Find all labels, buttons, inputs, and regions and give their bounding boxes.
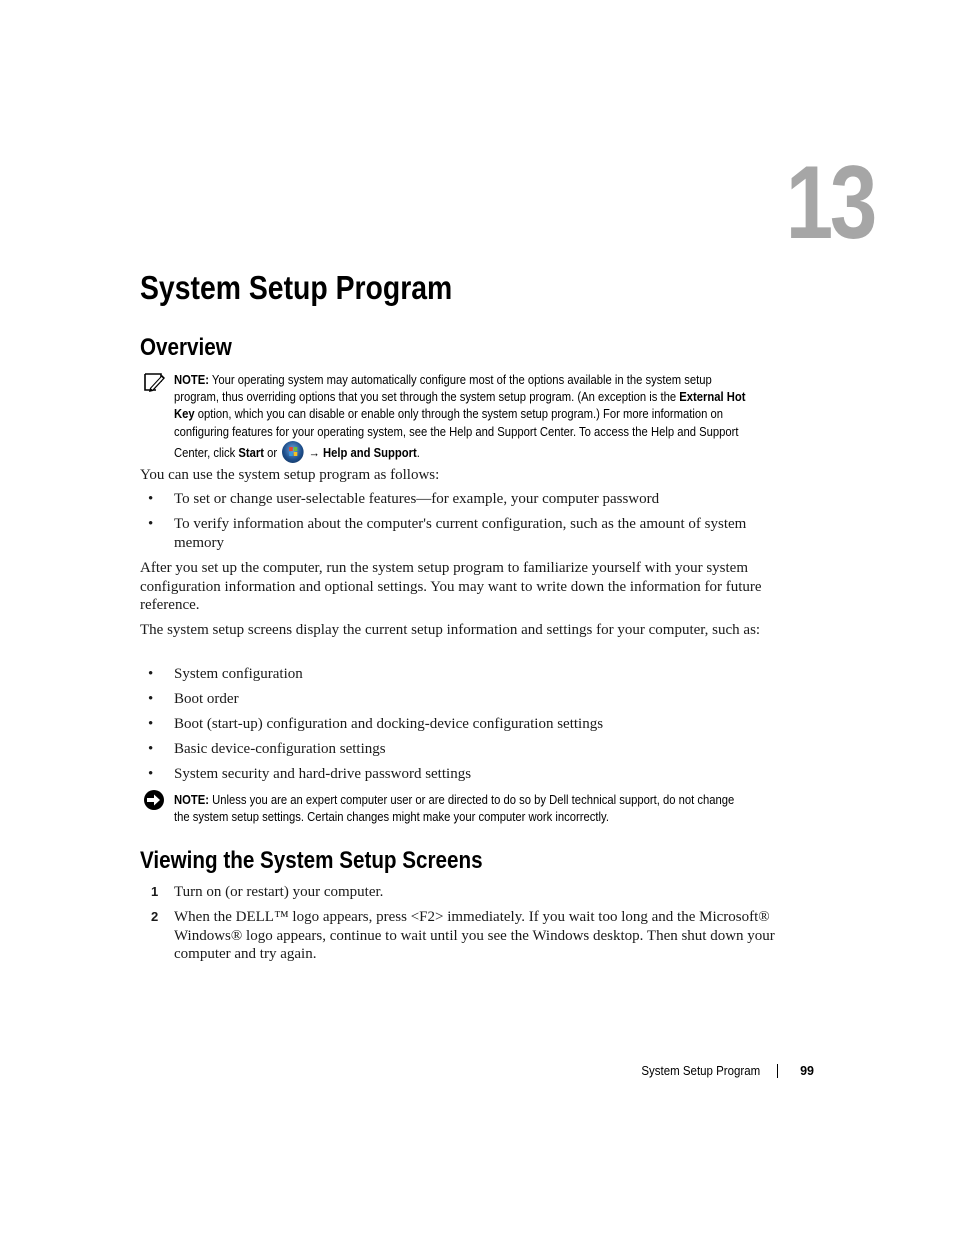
bullet: • (148, 491, 154, 507)
uses-list (140, 490, 790, 559)
windows-start-icon (282, 441, 304, 463)
arrow-right-circle-icon (142, 789, 166, 811)
intro-paragraph: You can use the system setup program as follows: (140, 467, 440, 483)
chapter-number: 13 (785, 145, 874, 261)
note-os-configuration (174, 372, 750, 463)
note-label: NOTE: (174, 373, 210, 387)
step-text: When the DELL™ logo appears, press <F2> immediately. If you wait too long and the Microsoft® Windows® logo appears, continue to wait until you see the Windows desktop. Then shut down your computer and try again. (174, 909, 775, 963)
list-item: • System configuration (148, 666, 303, 682)
bullet: • (148, 691, 154, 707)
steps-list (140, 883, 790, 970)
list-item: • Basic device-configuration settings (148, 741, 386, 757)
note-text: Your operating system may automatically configure most of the options available in the system setup program, thus overriding options that you set through the system setup program. (An exception is the (174, 373, 712, 405)
help-and-support-label: Help and Support (323, 445, 417, 460)
page-number: 99 (800, 1064, 814, 1078)
step-number: 1 (151, 884, 159, 899)
bullet: • (148, 516, 154, 532)
external-hot-key-option: External Hot Key (174, 390, 746, 422)
note-label: NOTE: (174, 793, 210, 807)
section-heading-viewing: Viewing the System Setup Screens (140, 847, 483, 874)
page-footer (600, 1062, 814, 1080)
page-title: System Setup Program (140, 269, 453, 306)
list-item: • To set or change user-selectable features—for example, your computer password (148, 491, 660, 507)
paragraph-after-setup: After you set up the computer, run the system setup program to familiarize yourself with your system configuration information and optional settings. You may want to write down the information for future reference. (140, 560, 762, 614)
note-expert-warning (174, 792, 750, 826)
note-text: or (264, 445, 281, 460)
list-item: • To verify information about the computer's current configuration, such as the amount of system memory (148, 516, 747, 551)
step-item (140, 883, 790, 902)
bullet: • (148, 741, 154, 757)
start-label: Start (238, 445, 265, 460)
footer-title: System Setup Program (641, 1064, 760, 1078)
pencil-icon (142, 371, 166, 393)
paragraph-setup-screens: The system setup screens display the current setup information and settings for your computer, such as: (140, 622, 761, 638)
list-item: • System security and hard-drive password settings (148, 766, 472, 782)
note-text: . (416, 445, 420, 460)
note-text: Unless you are an expert computer user or are directed to do so by Dell technical support, do not change the system setup settings. Certain changes might make your computer work incorrectly. (174, 793, 735, 825)
step-item (140, 908, 790, 964)
arrow-glyph: → (305, 445, 324, 460)
footer-divider (777, 1064, 778, 1078)
step-number: 2 (151, 909, 159, 924)
list-item: • Boot order (148, 691, 239, 707)
note-text: option, which you can disable or enable only through the system setup program.) For more information on configuring features for your operating system, see the Help and Support Center. To access the Help and Support Center, click (174, 407, 739, 460)
screen-items-list (140, 665, 790, 790)
bullet: • (148, 766, 154, 782)
bullet: • (148, 666, 154, 682)
section-heading-overview: Overview (140, 334, 232, 361)
step-text: Turn on (or restart) your computer. (174, 884, 384, 900)
bullet: • (148, 716, 154, 732)
list-item: • Boot (start-up) configuration and docking-device configuration settings (148, 716, 604, 732)
